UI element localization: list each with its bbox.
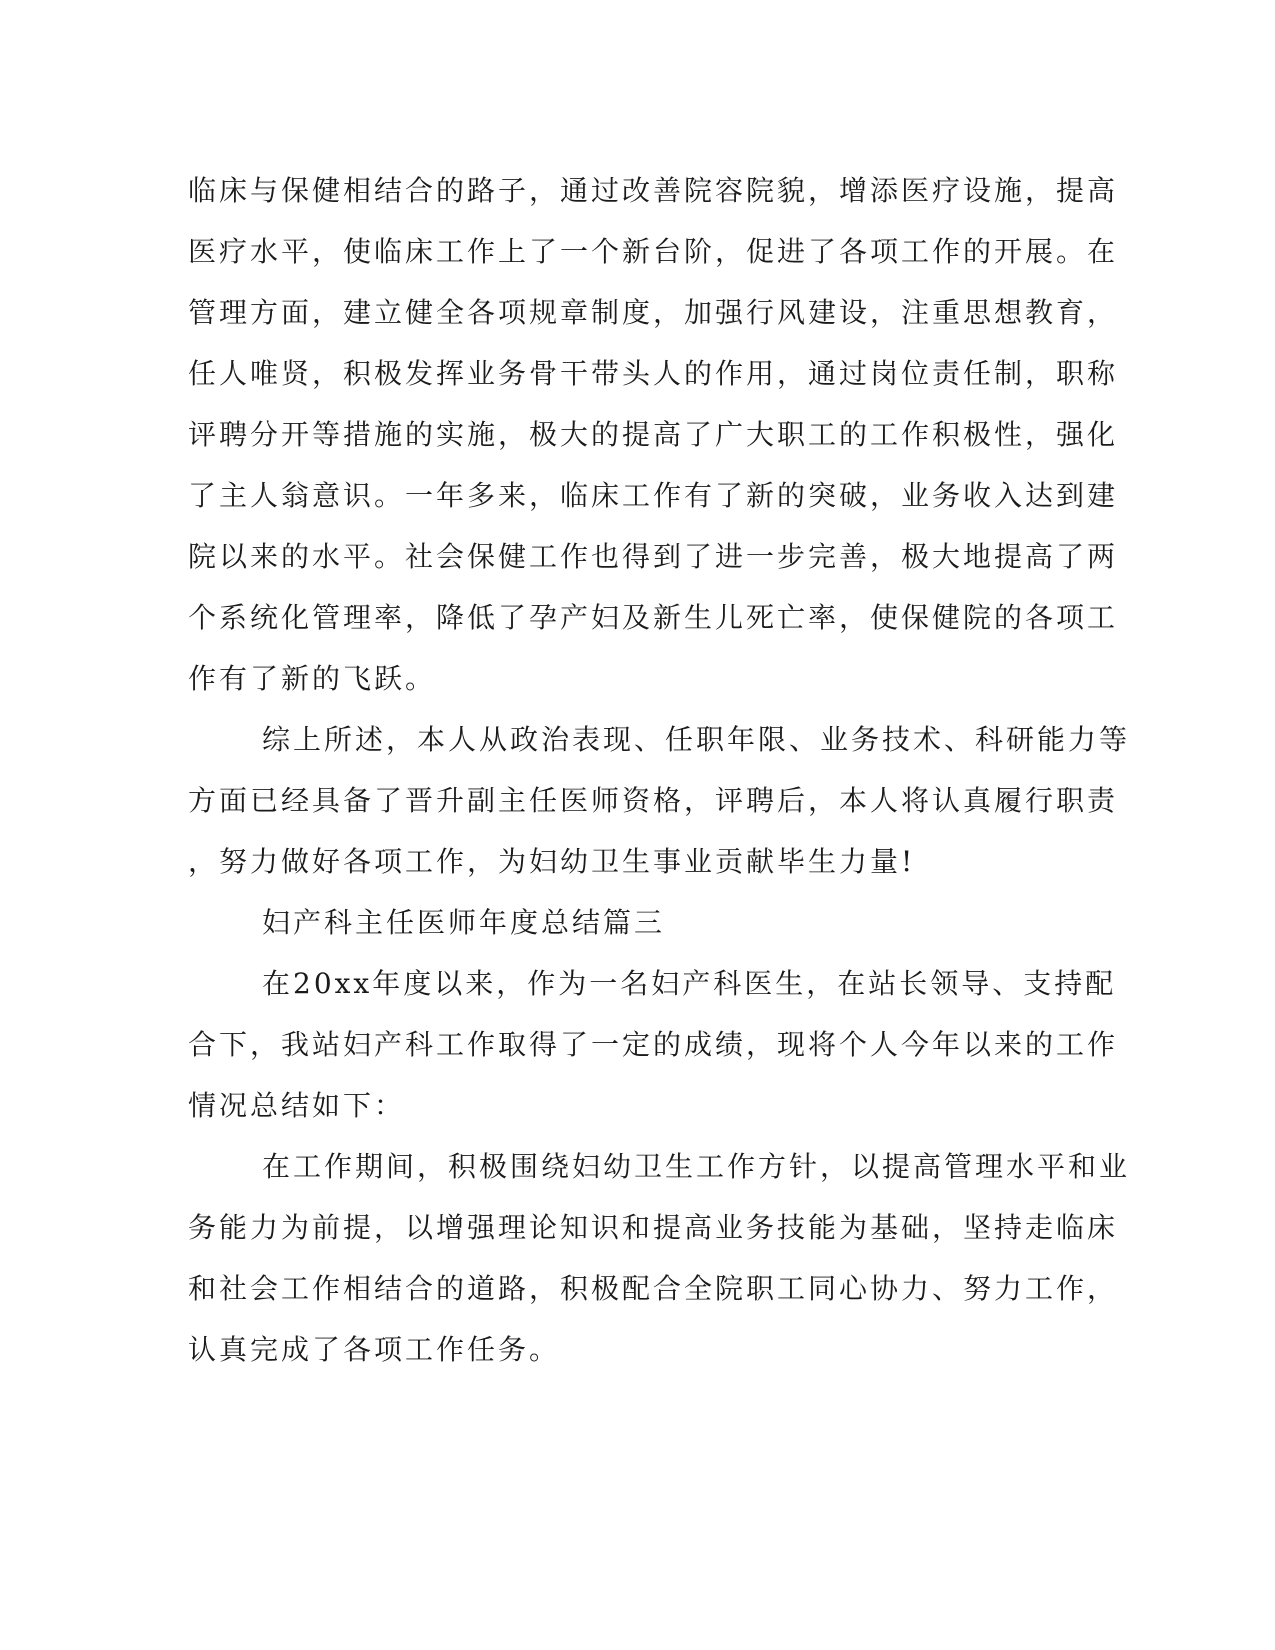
text-line: 临床与保健相结合的路子，通过改善院容院貌，增添医疗设施，提高 bbox=[188, 174, 1119, 207]
text-line: 院以来的水平。社会保健工作也得到了进一步完善，极大地提高了两 bbox=[188, 540, 1119, 573]
text-line: 务能力为前提，以增强理论知识和提高业务技能为基础，坚持走临床 bbox=[188, 1211, 1119, 1244]
text-line: 认真完成了各项工作任务。 bbox=[188, 1333, 561, 1366]
text-line: ，努力做好各项工作，为妇幼卫生事业贡献毕生力量! bbox=[188, 845, 916, 878]
text-line: 和社会工作相结合的道路，积极配合全院职工同心协力、努力工作， bbox=[188, 1272, 1119, 1305]
text-line: 作有了新的飞跃。 bbox=[188, 662, 437, 695]
paragraph-start-line: 在工作期间，积极围绕妇幼卫生工作方针，以提高管理水平和业 bbox=[262, 1150, 1131, 1183]
text-line: 医疗水平，使临床工作上了一个新台阶，促进了各项工作的开展。在 bbox=[188, 235, 1119, 268]
section-heading: 妇产科主任医师年度总结篇三 bbox=[262, 906, 666, 939]
text-line: 管理方面，建立健全各项规章制度，加强行风建设，注重思想教育， bbox=[188, 296, 1119, 329]
text-line: 个系统化管理率，降低了孕产妇及新生儿死亡率，使保健院的各项工 bbox=[188, 601, 1119, 634]
document-body bbox=[188, 160, 1131, 1380]
text-line: 合下，我站妇产科工作取得了一定的成绩，现将个人今年以来的工作 bbox=[188, 1028, 1119, 1061]
text-line: 了主人翁意识。一年多来，临床工作有了新的突破，业务收入达到建 bbox=[188, 479, 1119, 512]
text-line: 方面已经具备了晋升副主任医师资格，评聘后，本人将认真履行职责 bbox=[188, 784, 1119, 817]
text-line: 评聘分开等措施的实施，极大的提高了广大职工的工作积极性，强化 bbox=[188, 418, 1119, 451]
text-line: 情况总结如下： bbox=[188, 1089, 406, 1122]
text-line: 任人唯贤，积极发挥业务骨干带头人的作用，通过岗位责任制，职称 bbox=[188, 357, 1119, 390]
paragraph-start-line: 在20xx年度以来，作为一名妇产科医生，在站长领导、支持配 bbox=[262, 967, 1117, 1000]
paragraph-start-line: 综上所述，本人从政治表现、任职年限、业务技术、科研能力等 bbox=[262, 723, 1131, 756]
